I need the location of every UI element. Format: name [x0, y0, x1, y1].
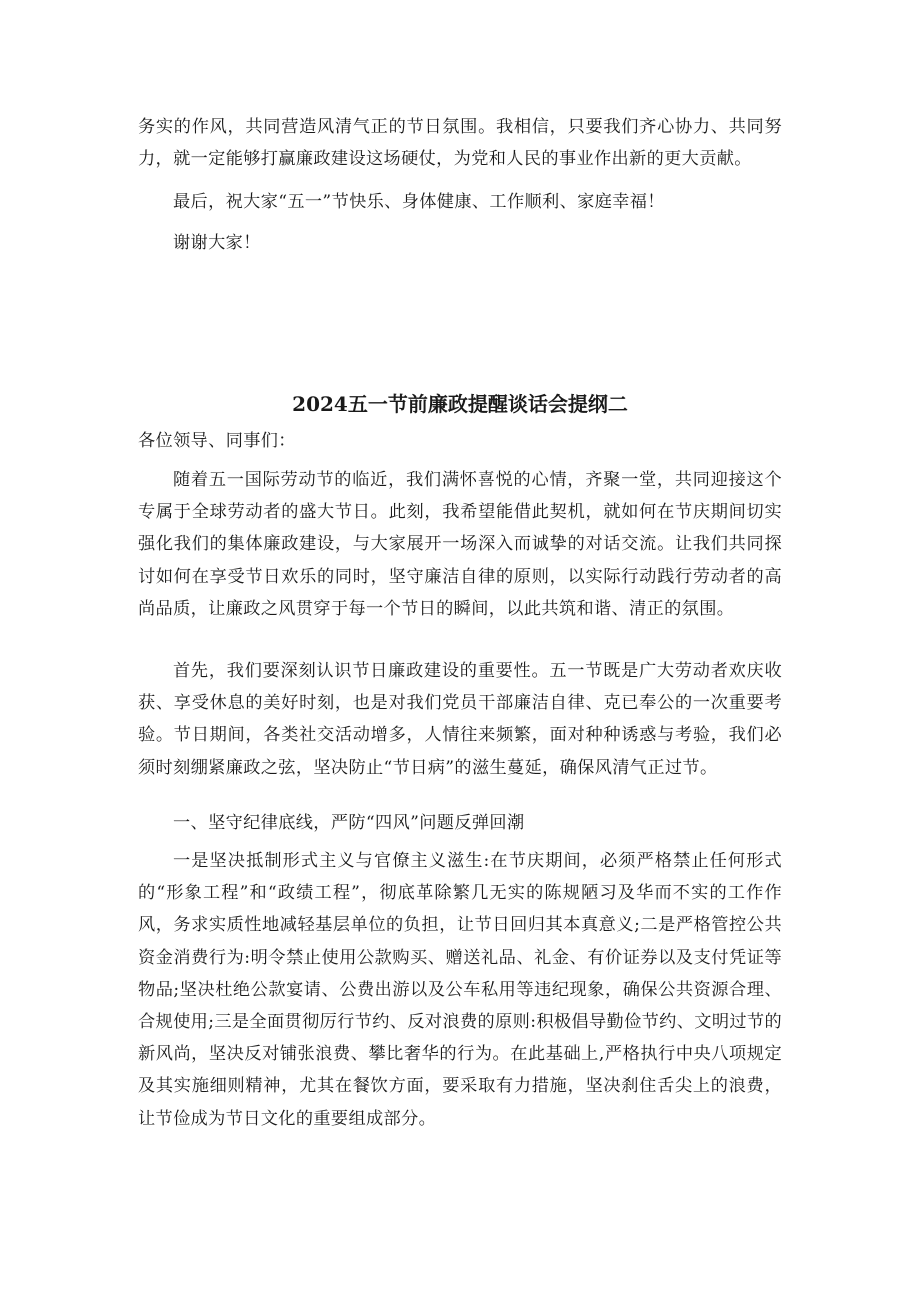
body-paragraph-3: 一是坚决抵制形式主义与官僚主义滋生:在节庆期间，必须严格禁止任何形式的“形象工程”和“政绩工程”，彻底革除繁几无实的陈规陋习及华而不实的工作作风，务求实质性地减轻基层单位的负担，让节日回归其本真意义;二是严格管控公共资金消费行为:明令禁止使用公款购买、赠送礼品、礼金、有价证券以及支付凭证等物品;坚决杜绝公款宴请、公费出游以及公车私用等违纪现象，确保公共资源合理、合规使用;三是全面贯彻厉行节约、反对浪费的原则:积极倡导勤俭节约、文明过节的新风尚，坚决反对铺张浪费、攀比奢华的行为。在此基础上,严格执行中央八项规定及其实施细则精神，尤其在餐饮方面，要采取有力措施，坚决刹住舌尖上的浪费，让节俭成为节日文化的重要组成部分。	[138, 851, 782, 1129]
subheading-discipline: 一、坚守纪律底线，严防“四风”问题反弹回潮	[173, 813, 525, 833]
section-title: 2024五一节前廉政提醒谈话会提纲二	[292, 392, 628, 416]
carryover-paragraph: 务实的作风，共同营造风清气正的节日氛围。我相信，只要我们齐心协力、共同努力，就一定能够打赢廉政建设这场硬仗，为党和人民的事业作出新的更大贡献。	[138, 117, 782, 170]
salutation: 各位领导、同事们：	[138, 431, 296, 451]
body-paragraph-1: 随着五一国际劳动节的临近，我们满怀喜悦的心情，齐聚一堂，共同迎接这个专属于全球劳动者的盛大节日。此刻，我希望能借此契机，就如何在节庆期间切实强化我们的集体廉政建设，与大家展开一场深入而诚挚的对话交流。让我们共同探讨如何在享受节日欢乐的同时，坚守廉洁自律的原则，以实际行动践行劳动者的高尚品质，让廉政之风贯穿于每一个节日的瞬间，以此共筑和谐、清正的氛围。	[138, 470, 782, 619]
closing-wish-paragraph: 最后，祝大家“五一”节快乐、身体健康、工作顺利、家庭幸福！	[173, 192, 665, 212]
body-paragraph-2: 首先，我们要深刻认识节日廉政建设的重要性。五一节既是广大劳动者欢庆收获、享受休息的美好时刻，也是对我们党员干部廉洁自律、克已奉公的一次重要考验。节日期间，各类社交活动增多，人情往来频繁，面对种种诱惑与考验，我们必须时刻绷紧廉政之弦，坚决防止“节日病”的滋生蔓延，确保风清气正过节。	[138, 661, 782, 778]
thanks-paragraph: 谢谢大家！	[173, 233, 261, 253]
